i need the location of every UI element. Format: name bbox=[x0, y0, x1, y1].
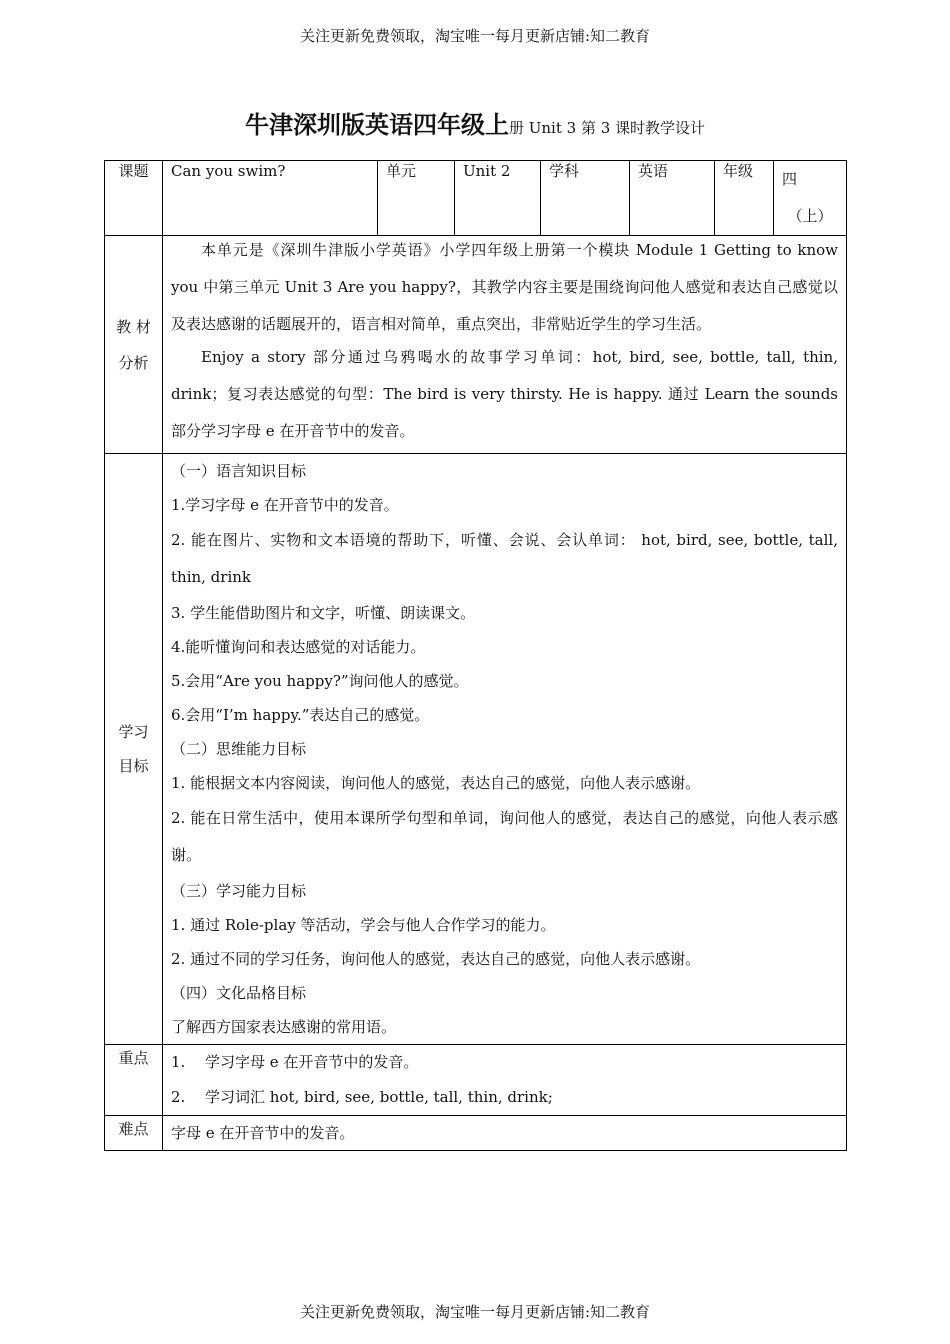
topic-value: Can you swim? bbox=[163, 161, 378, 236]
goal-line: 1. 能根据文本内容阅读，询问他人的感觉，表达自己的感觉，向他人表示感谢。 bbox=[171, 774, 701, 792]
goal-line: （四）文化品格目标 bbox=[171, 984, 307, 1002]
lesson-plan-table bbox=[104, 160, 847, 1151]
grade-value-cell bbox=[774, 161, 847, 236]
key-points-label: 重点 bbox=[105, 1045, 163, 1116]
goals-content bbox=[163, 454, 847, 1045]
key-point-item bbox=[171, 1080, 838, 1115]
unit-label: 单元 bbox=[378, 161, 455, 236]
info-row bbox=[105, 161, 847, 236]
goal-line: 4.能听懂询问和表达感觉的对话能力。 bbox=[171, 638, 426, 656]
goals-label-line1: 学习 bbox=[118, 723, 149, 741]
analysis-content bbox=[163, 236, 847, 454]
analysis-label-line2: 分析 bbox=[118, 353, 149, 372]
goal-line: 6.会用“I’m happy.”表达自己的感觉。 bbox=[171, 706, 430, 724]
key-points-row bbox=[105, 1045, 847, 1116]
topic-label: 课题 bbox=[105, 161, 163, 236]
goal-line: 1.学习字母 e 在开音节中的发音。 bbox=[171, 496, 399, 514]
grade-value: 四 bbox=[782, 170, 798, 188]
goal-line: 2. 通过不同的学习任务，询问他人的感觉，表达自己的感觉，向他人表示感谢。 bbox=[171, 950, 701, 968]
analysis-paragraph-2: Enjoy a story 部分通过乌鸦喝水的故事学习单词：hot, bird, see, bottle, tall, thin, drink；复习表达感觉的句型：The bird is very thirsty. He is happy. 通过 Learn the sounds 部分学习字母 e 在开音节中的发音。 bbox=[171, 348, 838, 440]
goal-line: 2. 能在图片、实物和文本语境的帮助下，听懂、会说、会认单词： hot, bird, see, bottle, tall, thin, drink bbox=[171, 531, 838, 586]
goal-line: 了解西方国家表达感谢的常用语。 bbox=[171, 1018, 397, 1036]
page-header-note: 关注更新免费领取，淘宝唯一每月更新店铺:知二教育 bbox=[299, 27, 651, 45]
key-point-number: 1. bbox=[171, 1053, 186, 1071]
key-point-text: 学习词汇 hot, bird, see, bottle, tall, thin, drink; bbox=[205, 1088, 553, 1106]
key-points-content bbox=[163, 1045, 847, 1116]
key-point-item bbox=[171, 1045, 838, 1080]
goals-label-line2: 目标 bbox=[118, 757, 149, 775]
goal-line: 1. 通过 Role-play 等活动，学会与他人合作学习的能力。 bbox=[171, 916, 556, 934]
goal-line: 2. 能在日常生活中，使用本课所学句型和单词，询问他人的感觉，表达自己的感觉，向他人表示感谢。 bbox=[171, 809, 838, 864]
difficulty-text: 字母 e 在开音节中的发音。 bbox=[171, 1124, 355, 1142]
subject-label: 学科 bbox=[541, 161, 630, 236]
key-point-text: 学习字母 e 在开音节中的发音。 bbox=[205, 1053, 419, 1071]
goal-line: 3. 学生能借助图片和文字，听懂、朗读课文。 bbox=[171, 604, 476, 622]
grade-label: 年级 bbox=[715, 161, 774, 236]
difficulty-row bbox=[105, 1116, 847, 1151]
goal-line: （二）思维能力目标 bbox=[171, 740, 307, 758]
goal-line: 5.会用“Are you happy?”询问他人的感觉。 bbox=[171, 672, 469, 690]
document-title bbox=[0, 108, 950, 145]
analysis-row bbox=[105, 236, 847, 454]
difficulty-content bbox=[163, 1116, 847, 1151]
goals-label bbox=[105, 454, 163, 1045]
analysis-paragraph-1: 本单元是《深圳牛津版小学英语》小学四年级上册第一个模块 Module 1 Getting to know you 中第三单元 Unit 3 Are you happy?，其教学内容主要是围绕询问他人感觉和表达自己感觉以及表达感谢的话题展开的，语言相对简单，重点突出，非常贴近学生的学习生活。 bbox=[171, 241, 838, 333]
unit-value: Unit 2 bbox=[455, 161, 541, 236]
key-point-number: 2. bbox=[171, 1088, 186, 1106]
analysis-label bbox=[105, 236, 163, 454]
subject-value: 英语 bbox=[630, 161, 715, 236]
difficulty-label: 难点 bbox=[105, 1116, 163, 1151]
grade-value-term: （上） bbox=[787, 207, 833, 225]
document-title-main: 牛津深圳版英语四年级上 bbox=[244, 111, 509, 139]
goal-line: （三）学习能力目标 bbox=[171, 882, 307, 900]
goal-line: （一）语言知识目标 bbox=[171, 462, 307, 480]
goals-row bbox=[105, 454, 847, 1045]
analysis-label-line1: 教 材 bbox=[116, 317, 151, 336]
page-footer-note: 关注更新免费领取，淘宝唯一每月更新店铺:知二教育 bbox=[299, 1303, 651, 1321]
document-title-sub: 册 Unit 3 第 3 课时教学设计 bbox=[508, 119, 706, 137]
